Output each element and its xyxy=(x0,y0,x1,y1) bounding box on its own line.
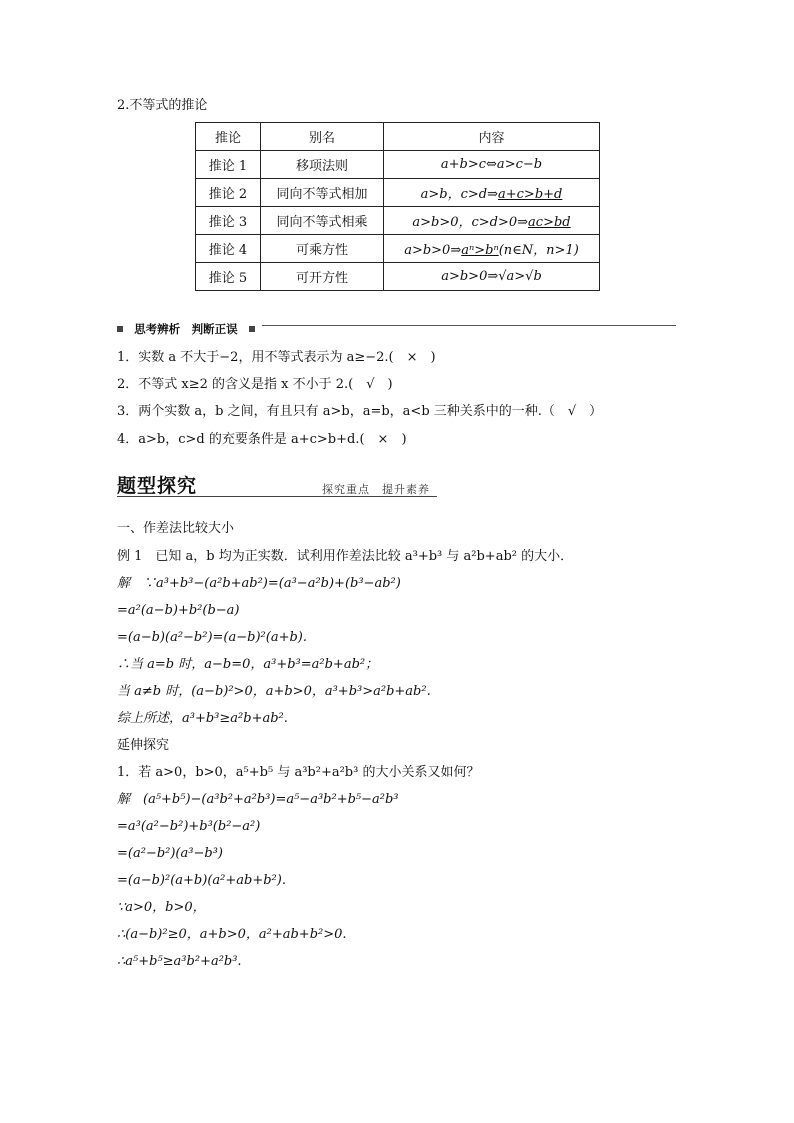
content-pre: a>b，c>d⇒ xyxy=(420,187,498,202)
content-underlined: ac>bd xyxy=(528,215,571,230)
list-item: 3．两个实数 a，b 之间，有且只有 a>b，a=b，a<b 三种关系中的一种.（ √ ） xyxy=(117,404,603,419)
row-content: a+b>c⇔a>c−b xyxy=(384,151,600,179)
extension-line: =(a−b)²(a+b)(a²+ab+b²). xyxy=(117,873,286,888)
row-name: 推论 2 xyxy=(196,179,261,207)
square-bullet-icon xyxy=(117,326,123,332)
inequality-corollary-table xyxy=(195,122,600,291)
think-section-label: 思考辨析 判断正误 xyxy=(134,322,238,336)
list-item: 2．不等式 x≥2 的含义是指 x 不小于 2.( √ ) xyxy=(117,377,393,392)
header-corollary: 推论 xyxy=(196,123,261,151)
row-name: 推论 4 xyxy=(196,235,261,263)
table-row xyxy=(196,207,600,235)
extension-line: =(a²−b²)(a³−b³) xyxy=(117,846,223,861)
solution-line: ∴当 a=b 时，a−b=0，a³+b³=a²b+ab²； xyxy=(117,657,379,672)
extension-label: 延伸探究 xyxy=(117,738,170,753)
list-item: 1．实数 a 不大于−2，用不等式表示为 a≥−2.( × ) xyxy=(117,350,436,365)
content-pre: a>b>0，c>d>0⇒ xyxy=(412,215,529,230)
table-row xyxy=(196,151,600,179)
type-section-subtitle: 探究重点 提升素养 xyxy=(322,483,430,496)
table-row xyxy=(196,179,600,207)
solution-line: 综上所述，a³+b³≥a²b+ab². xyxy=(117,711,288,726)
solution-line: 解 ∵a³+b³−(a²b+ab²)=(a³−a²b)+(b³−ab²) xyxy=(117,576,401,591)
table-row xyxy=(196,235,600,263)
table-header-row xyxy=(196,123,600,151)
content-post: (n∈N，n>1) xyxy=(498,243,579,258)
content-underlined: aⁿ>bⁿ xyxy=(461,243,499,258)
table-row xyxy=(196,263,600,291)
extension-question: 1．若 a>0，b>0，a⁵+b⁵ 与 a³b²+a²b³ 的大小关系又如何？ xyxy=(117,765,480,780)
row-alias: 同向不等式相乘 xyxy=(261,207,384,235)
row-content xyxy=(384,235,600,263)
section-title: 2.不等式的推论 xyxy=(117,98,208,113)
row-name: 推论 5 xyxy=(196,263,261,291)
row-content xyxy=(384,207,600,235)
example-1: 例 1 已知 a，b 均为正实数．试利用作差法比较 a³+b³ 与 a²b+ab² 的大小． xyxy=(117,549,574,564)
row-alias: 移项法则 xyxy=(261,151,384,179)
solution-line: =(a−b)(a²−b²)=(a−b)²(a+b). xyxy=(117,630,307,645)
square-bullet-icon xyxy=(249,326,255,332)
type-section-title: 题型探究 xyxy=(117,475,198,497)
extension-line: =a³(a²−b²)+b³(b²−a²) xyxy=(117,819,261,834)
extension-line: 解 (a⁵+b⁵)−(a³b²+a²b³)=a⁵−a³b²+b⁵−a²b³ xyxy=(117,792,399,807)
row-name: 推论 1 xyxy=(196,151,261,179)
row-content: a>b>0⇒√a>√b xyxy=(384,263,600,291)
solution-line: 当 a≠b 时，(a−b)²>0，a+b>0，a³+b³>a²b+ab². xyxy=(117,684,431,699)
extension-line: ∵a>0，b>0， xyxy=(117,900,206,915)
header-alias: 别名 xyxy=(261,123,384,151)
part-heading: 一、作差法比较大小 xyxy=(117,521,235,536)
content-underlined: a+c>b+d xyxy=(498,187,563,202)
header-content: 内容 xyxy=(384,123,600,151)
section-rule xyxy=(262,325,676,326)
think-section-header xyxy=(117,318,255,337)
extension-line: ∴(a−b)²≥0，a+b>0，a²+ab+b²>0. xyxy=(117,927,347,942)
row-content xyxy=(384,179,600,207)
solution-line: =a²(a−b)+b²(b−a) xyxy=(117,603,240,618)
row-name: 推论 3 xyxy=(196,207,261,235)
content-pre: a>b>0⇒ xyxy=(404,243,462,258)
list-item: 4．a>b，c>d 的充要条件是 a+c>b+d.( × ) xyxy=(117,432,407,447)
extension-line: ∴a⁵+b⁵≥a³b²+a²b³. xyxy=(117,954,242,969)
row-alias: 可乘方性 xyxy=(261,235,384,263)
row-alias: 可开方性 xyxy=(261,263,384,291)
row-alias: 同向不等式相加 xyxy=(261,179,384,207)
